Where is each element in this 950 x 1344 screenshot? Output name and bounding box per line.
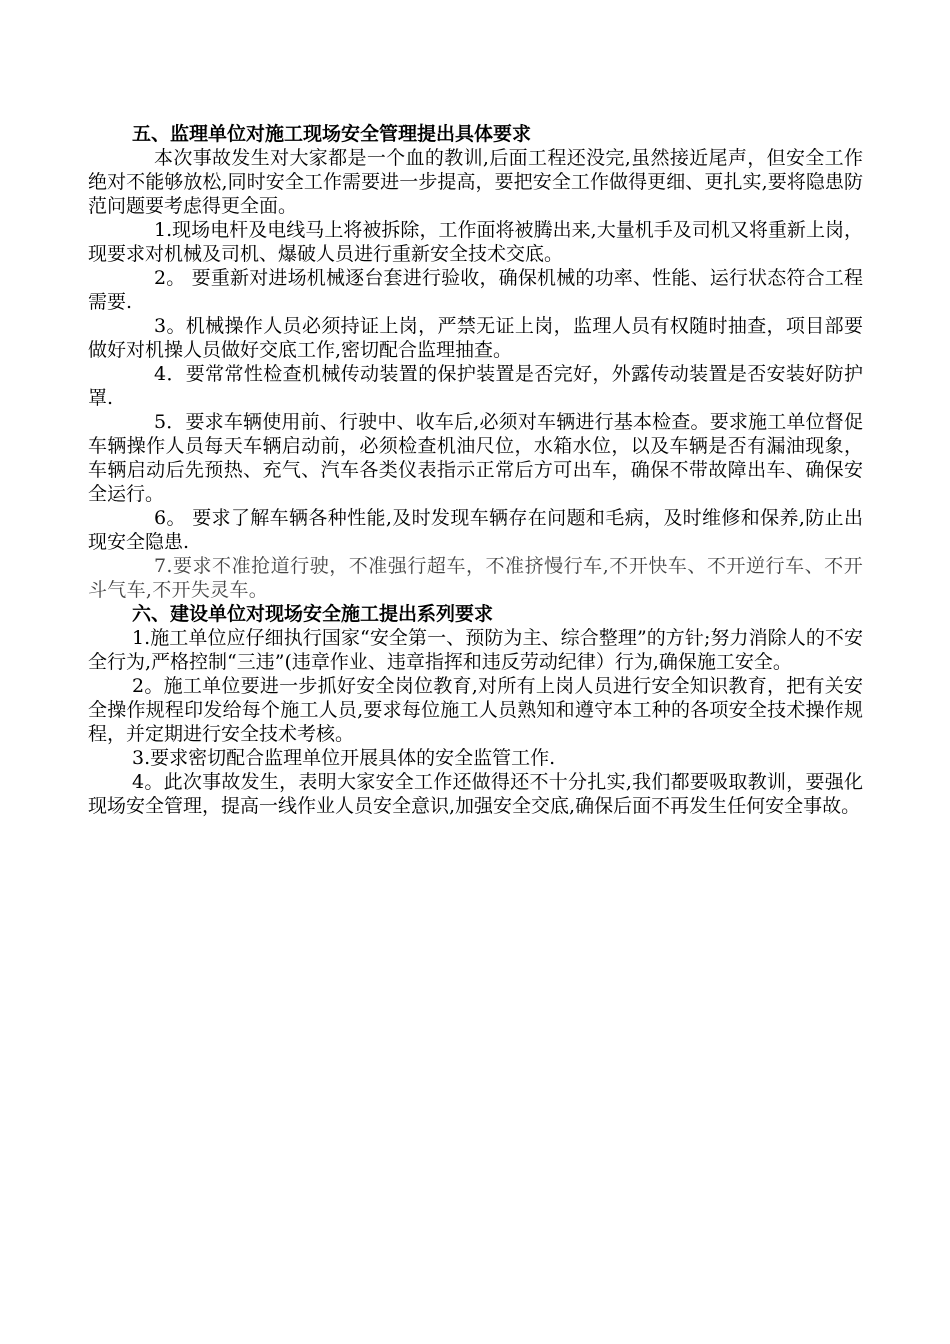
section-5-heading: 五、监理单位对施工现场安全管理提出具体要求 — [132, 123, 532, 145]
section-6-item-2: 2。施工单位要进一步抓好安全岗位教育,对所有上岗人员进行安全知识教育，把有关安全操作规程印发给每个施工人员,要求每位施工人员熟知和遵守本工种的各项安全技术操作规程，并定期进行安全技术考核。 — [88, 675, 863, 745]
section-5-item-1: 1.现场电杆及电线马上将被拆除，工作面将被腾出来,大量机手及司机又将重新上岗，现要求对机械及司机、爆破人员进行重新安全技术交底。 — [88, 219, 863, 265]
section-6-item-4: 4。此次事故发生，表明大家安全工作还做得还不十分扎实,我们都要吸取教训，要强化现场安全管理，提高一线作业人员安全意识,加强安全交底,确保后面不再发生任何安全事故。 — [88, 771, 863, 817]
section-5-item-2: 2。 要重新对进场机械逐台套进行验收，确保机械的功率、性能、运行状态符合工程需要. — [88, 267, 863, 313]
section-5-intro: 本次事故发生对大家都是一个血的教训,后面工程还没完,虽然接近尾声，但安全工作绝对不能够放松,同时安全工作需要进一步提高，要把安全工作做得更细、更扎实,要将隐患防范问题要考虑得更全面。 — [88, 147, 863, 217]
document-page — [88, 122, 863, 818]
section-5-item-6: 6。 要求了解车辆各种性能,及时发现车辆存在问题和毛病，及时维修和保养,防止出现安全隐患. — [88, 507, 863, 553]
section-5-item-5: 5．要求车辆使用前、行驶中、收车后,必须对车辆进行基本检查。要求施工单位督促车辆操作人员每天车辆启动前，必须检查机油尺位，水箱水位，以及车辆是否有漏油现象，车辆启动后先预热、充气、汽车各类仪表指示正常后方可出车，确保不带故障出车、确保安全运行。 — [88, 411, 863, 505]
section-6-heading: 六、建设单位对现场安全施工提出系列要求 — [132, 603, 494, 625]
section-6-item-1: 1.施工单位应仔细执行国家“安全第一、预防为主、综合整理”的方针;努力消除人的不安全行为,严格控制“三违”(违章作业、违章指挥和违反劳动纪律）行为,确保施工安全。 — [88, 627, 863, 673]
section-5-item-4: 4．要常常性检查机械传动装置的保护装置是否完好，外露传动装置是否安装好防护罩. — [88, 363, 863, 409]
section-6-item-3: 3.要求密切配合监理单位开展具体的安全监管工作. — [132, 747, 556, 769]
section-5-item-7: 7.要求不准抢道行驶，不准强行超车，不准挤慢行车,不开快车、不开逆行车、不开斗气车,不开失灵车。 — [88, 555, 863, 601]
section-5-item-3: 3。机械操作人员必须持证上岗，严禁无证上岗，监理人员有权随时抽查，项目部要做好对机操人员做好交底工作,密切配合监理抽查。 — [88, 315, 863, 361]
